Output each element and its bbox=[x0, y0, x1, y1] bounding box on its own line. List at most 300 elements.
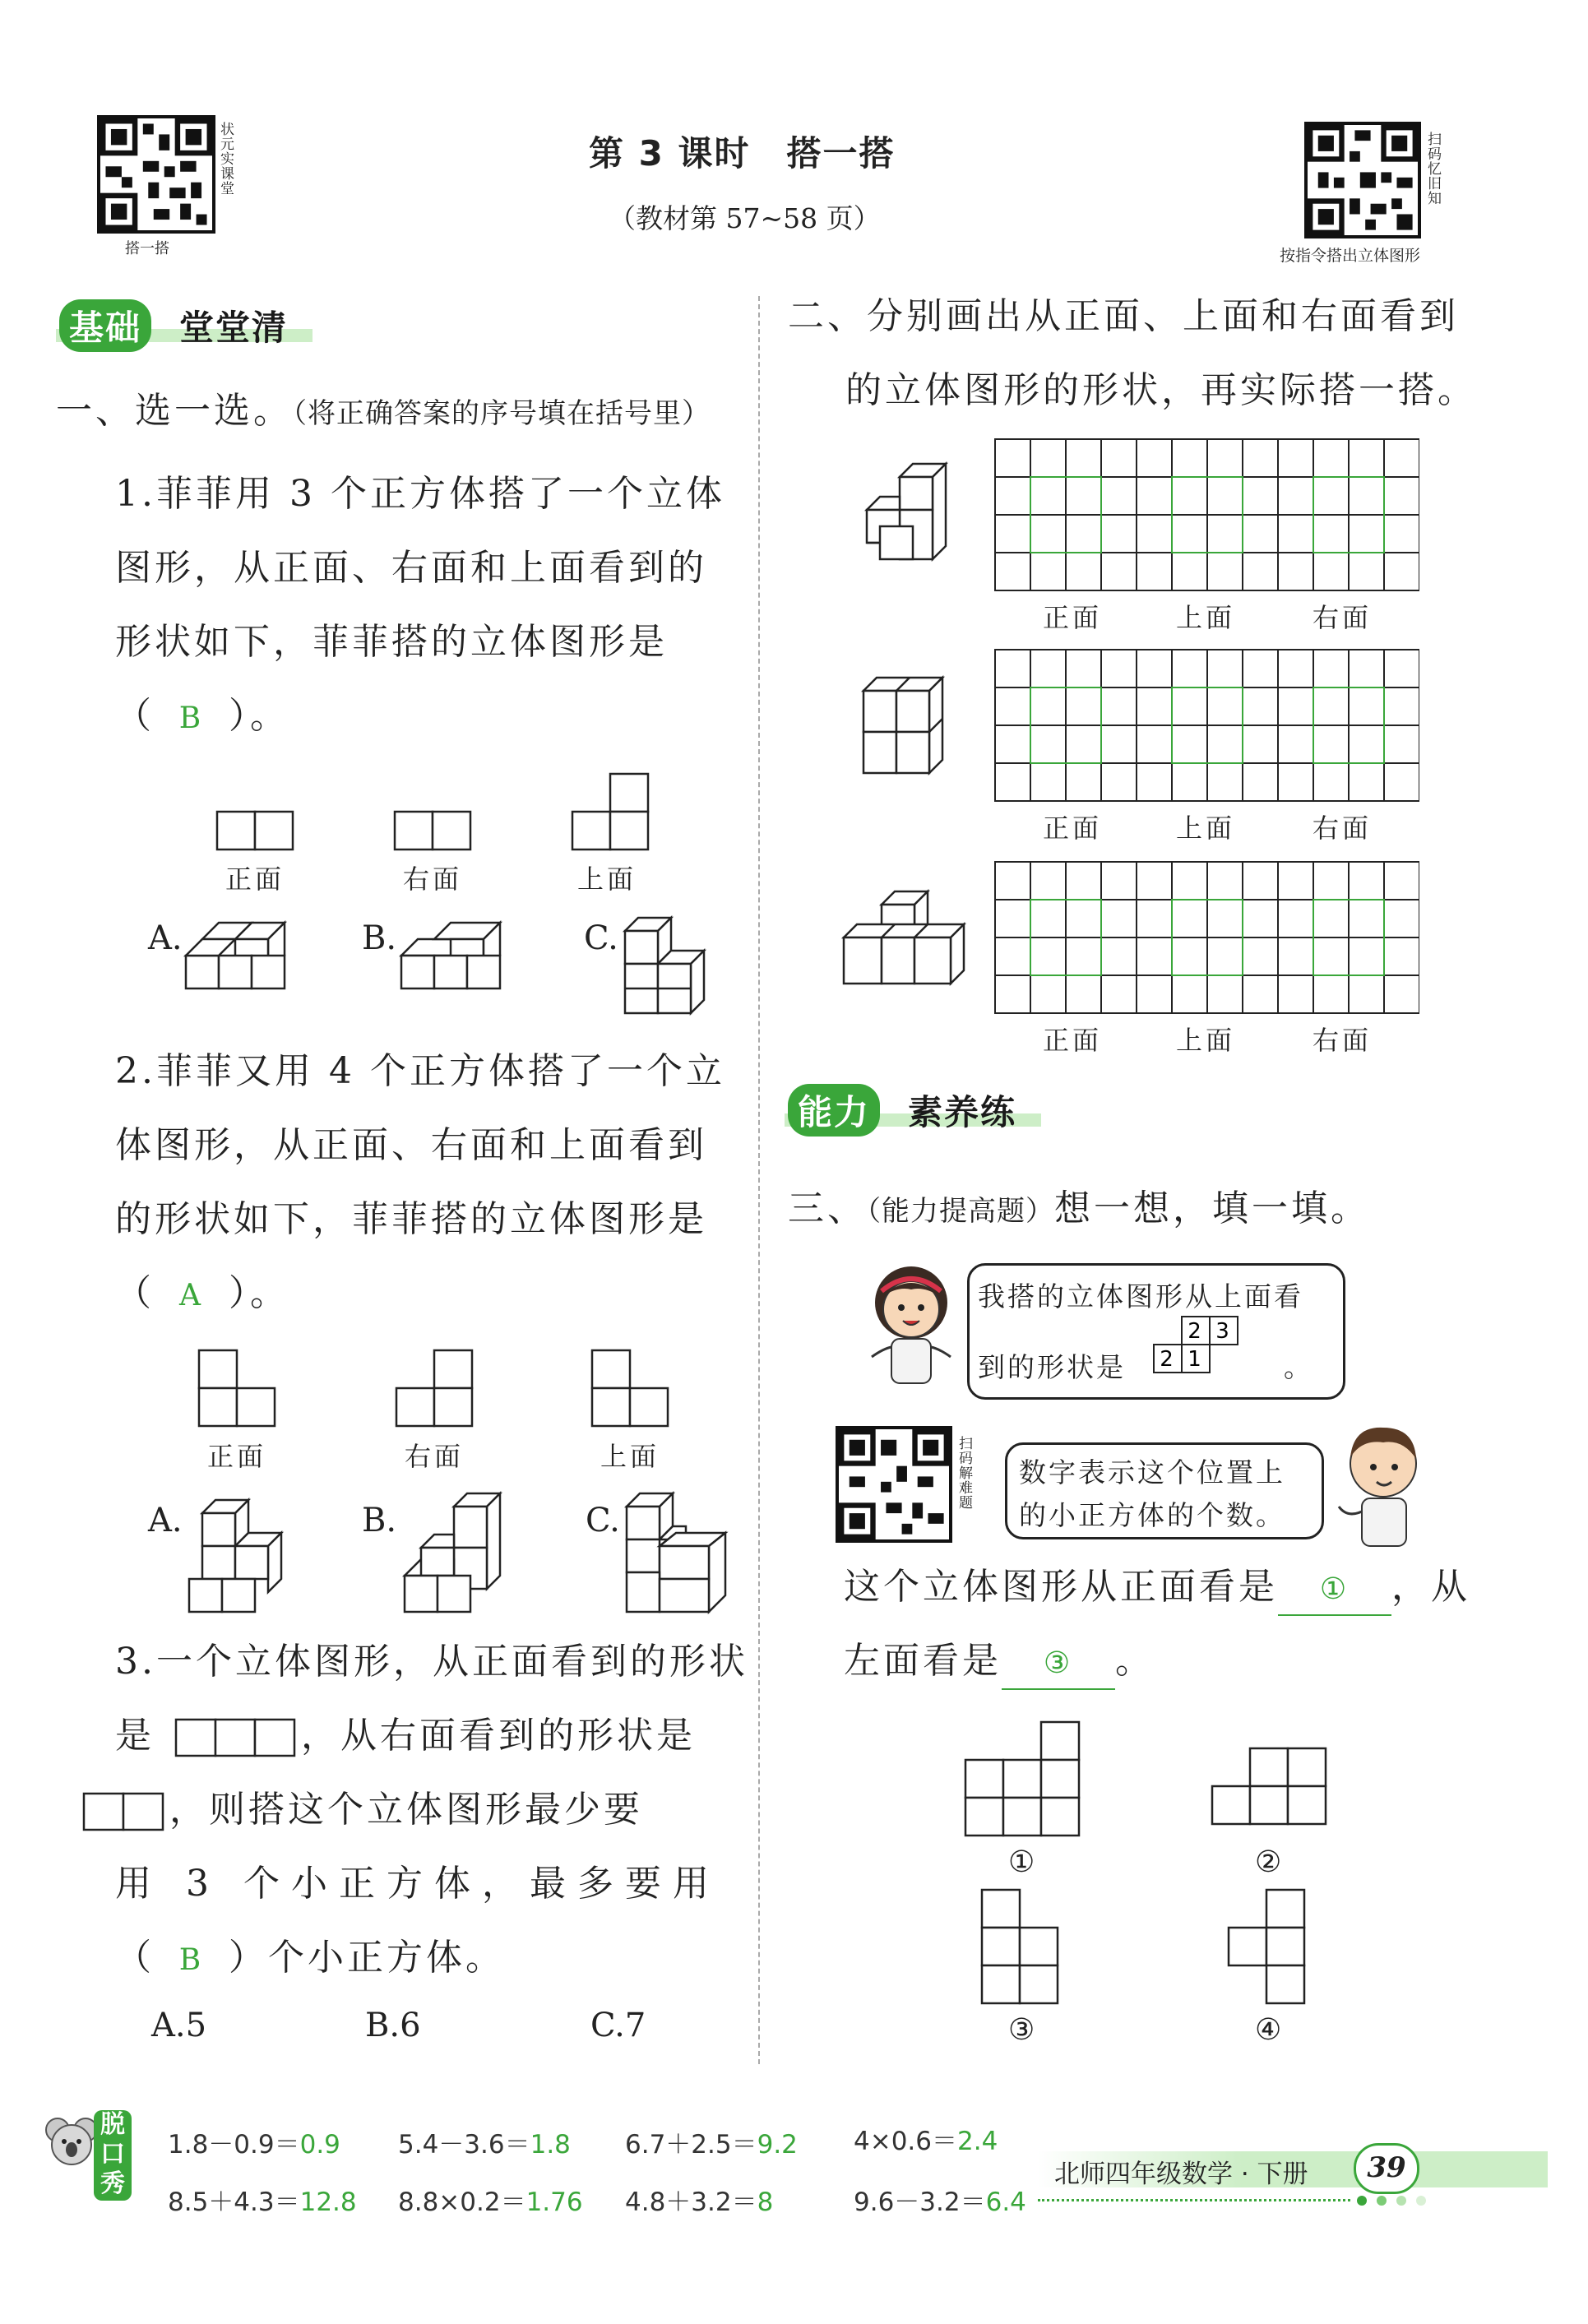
part3-option-label: ① bbox=[1008, 1845, 1035, 1879]
grid-cell[interactable] bbox=[1172, 975, 1207, 1013]
grid-cell[interactable] bbox=[1137, 900, 1172, 937]
grid-cell[interactable] bbox=[1349, 687, 1384, 725]
girl-speech-line: 我搭的立体图形从上面看 bbox=[978, 1280, 1303, 1312]
q1-view-label: 上面 bbox=[577, 863, 637, 895]
grid-cell[interactable] bbox=[1313, 900, 1349, 937]
section-badge: 能力 bbox=[788, 1084, 880, 1137]
q2-view-right bbox=[395, 1349, 477, 1429]
mental-answer: 2.4 bbox=[957, 2127, 998, 2156]
part3-heading bbox=[788, 1184, 1370, 1236]
page-title: 第 3 课时 搭一搭 bbox=[589, 133, 896, 174]
grid-cell[interactable] bbox=[995, 725, 1030, 763]
mental-math-badge bbox=[94, 2110, 132, 2201]
grid-cell[interactable] bbox=[1101, 477, 1137, 515]
grid-cell[interactable] bbox=[1066, 937, 1101, 975]
part3-fill-2 bbox=[844, 1637, 1155, 1690]
part3-option-2[interactable] bbox=[1209, 1747, 1331, 1829]
fill-text: 左面看是 bbox=[844, 1640, 1002, 1682]
grid-cell[interactable] bbox=[1137, 975, 1172, 1013]
part3-option-label: ② bbox=[1255, 1845, 1282, 1879]
badge-char: 脱 bbox=[100, 2110, 125, 2139]
grid-cell[interactable] bbox=[1384, 937, 1419, 975]
grid-cell[interactable] bbox=[995, 687, 1030, 725]
grid-cell[interactable] bbox=[1384, 515, 1419, 553]
grid-cell[interactable] bbox=[1030, 515, 1066, 553]
top-view-number-grid bbox=[1152, 1315, 1241, 1394]
section-ability bbox=[785, 1084, 1041, 1132]
q1-option-b-figure[interactable] bbox=[398, 916, 513, 995]
q1-option-label: A. bbox=[148, 919, 183, 957]
grid-cell[interactable] bbox=[1030, 763, 1066, 801]
grid-cell[interactable] bbox=[995, 650, 1030, 687]
grid-cell[interactable] bbox=[1030, 862, 1066, 900]
grid-cell[interactable] bbox=[1384, 477, 1419, 515]
grid-cell[interactable] bbox=[1207, 477, 1243, 515]
part1-heading-text: 一、选一选。 bbox=[56, 390, 293, 432]
part2-label-right: 右面 bbox=[1313, 1025, 1373, 1056]
grid-cell[interactable] bbox=[1207, 650, 1243, 687]
q3-line: 用 3 个小正方体，最多要用 bbox=[115, 1863, 720, 1905]
grid-cell[interactable] bbox=[1278, 763, 1313, 801]
grid-cell[interactable] bbox=[1278, 862, 1313, 900]
grid-cell[interactable] bbox=[1030, 439, 1066, 477]
grid-cell[interactable] bbox=[1384, 687, 1419, 725]
q3-text-fragment: 是 bbox=[115, 1715, 155, 1757]
top-view-number: 2 bbox=[1160, 1347, 1176, 1372]
grid-cell[interactable] bbox=[1066, 975, 1101, 1013]
mental-item bbox=[398, 2123, 571, 2160]
mental-item bbox=[625, 2181, 773, 2218]
grid-cell[interactable] bbox=[1384, 439, 1419, 477]
q1-option-label: C. bbox=[584, 919, 618, 957]
part3-option-1[interactable] bbox=[962, 1720, 1084, 1842]
grid-cell[interactable] bbox=[1172, 477, 1207, 515]
q2-option-label: B. bbox=[362, 1502, 397, 1539]
grid-cell[interactable] bbox=[1172, 763, 1207, 801]
right-qr-code[interactable] bbox=[1304, 122, 1421, 238]
grid-cell[interactable] bbox=[1137, 515, 1172, 553]
grid-cell[interactable] bbox=[1101, 725, 1137, 763]
qr-pattern bbox=[839, 1429, 949, 1539]
grid-cell[interactable] bbox=[995, 862, 1030, 900]
grid-cell[interactable] bbox=[1313, 687, 1349, 725]
grid-cell[interactable] bbox=[1030, 900, 1066, 937]
grid-cell[interactable] bbox=[1313, 763, 1349, 801]
page-subtitle: （教材第 57~58 页） bbox=[609, 202, 881, 234]
q1-view-top bbox=[571, 772, 653, 853]
grid-cell[interactable] bbox=[995, 439, 1030, 477]
grid-cell[interactable] bbox=[1030, 725, 1066, 763]
grid-cell[interactable] bbox=[1278, 900, 1313, 937]
mental-answer: 8 bbox=[757, 2187, 774, 2217]
q2-view-label: 右面 bbox=[405, 1441, 465, 1472]
grid-cell[interactable] bbox=[1349, 515, 1384, 553]
q2-view-label: 上面 bbox=[600, 1441, 660, 1472]
grid-cell[interactable] bbox=[1101, 975, 1137, 1013]
q3-front-shape bbox=[174, 1718, 296, 1759]
grid-cell[interactable] bbox=[1384, 553, 1419, 590]
part3-option-label: ③ bbox=[1008, 2013, 1035, 2047]
grid-cell[interactable] bbox=[1243, 725, 1278, 763]
mental-item bbox=[625, 2123, 798, 2160]
part2-solid-2 bbox=[860, 674, 967, 781]
q3-text bbox=[115, 1625, 757, 1998]
q2-option-a-figure[interactable] bbox=[186, 1497, 309, 1620]
part1-note: （将正确答案的序号填在括号里） bbox=[293, 397, 711, 430]
right-qr-label: 按指令搭出立体图形 bbox=[1280, 247, 1421, 265]
q2-line: 的形状如下，菲菲搭的立体图形是 bbox=[115, 1198, 707, 1240]
q3-choice[interactable]: B.6 bbox=[365, 2007, 421, 2044]
q3-line: 3.一个立体图形，从正面看到的形状 bbox=[115, 1641, 748, 1683]
footer-book-title: 北师四年级数学 · 下册 bbox=[1054, 2160, 1308, 2189]
part2-solid-3 bbox=[840, 888, 980, 995]
grid-cell[interactable] bbox=[1172, 862, 1207, 900]
grid-cell[interactable] bbox=[1313, 937, 1349, 975]
hint-qr-code[interactable] bbox=[836, 1426, 952, 1543]
mental-answer: 12.8 bbox=[299, 2187, 357, 2217]
grid-cell[interactable] bbox=[1172, 900, 1207, 937]
grid-cell[interactable] bbox=[995, 477, 1030, 515]
grid-cell[interactable] bbox=[1384, 763, 1419, 801]
part2-solid-1 bbox=[863, 461, 962, 576]
q2-answer-line bbox=[115, 1257, 757, 1333]
mental-question: 1.8－0.9＝ bbox=[168, 2130, 300, 2160]
q2-option-c-figure[interactable] bbox=[623, 1490, 738, 1622]
q1-view-label: 正面 bbox=[225, 863, 285, 895]
grid-cell[interactable] bbox=[1172, 650, 1207, 687]
q3-answer[interactable]: B bbox=[178, 1943, 205, 1977]
top-view-number: 3 bbox=[1215, 1319, 1232, 1344]
grid-cell[interactable] bbox=[1101, 687, 1137, 725]
grid-cell[interactable] bbox=[1349, 763, 1384, 801]
grid-cell[interactable] bbox=[1349, 725, 1384, 763]
paren-open: （ bbox=[115, 1272, 155, 1314]
q1-answer[interactable]: B bbox=[178, 701, 205, 735]
part2-label-right: 右面 bbox=[1313, 602, 1373, 633]
mental-answer: 1.8 bbox=[530, 2130, 571, 2160]
grid-cell[interactable] bbox=[1066, 477, 1101, 515]
grid-cell[interactable] bbox=[1137, 862, 1172, 900]
qr-pattern bbox=[100, 118, 212, 230]
grid-cell[interactable] bbox=[1313, 975, 1349, 1013]
grid-cell[interactable] bbox=[1172, 553, 1207, 590]
grid-cell[interactable] bbox=[1384, 725, 1419, 763]
grid-cell[interactable] bbox=[1243, 439, 1278, 477]
q1-option-a-figure[interactable] bbox=[183, 916, 289, 995]
paren-open: （ bbox=[115, 1937, 155, 1979]
part2-label-top: 上面 bbox=[1176, 602, 1236, 633]
grid-cell[interactable] bbox=[1066, 725, 1101, 763]
grid-cell[interactable] bbox=[1384, 650, 1419, 687]
grid-cell[interactable] bbox=[1207, 515, 1243, 553]
mental-question: 8.8×0.2＝ bbox=[398, 2187, 526, 2217]
boy-speech-line: 数字表示这个位置上 bbox=[1019, 1456, 1285, 1488]
grid-cell[interactable] bbox=[1066, 900, 1101, 937]
grid-cell[interactable] bbox=[1137, 937, 1172, 975]
grid-cell[interactable] bbox=[1384, 975, 1419, 1013]
grid-cell[interactable] bbox=[1030, 553, 1066, 590]
grid-cell[interactable] bbox=[1313, 477, 1349, 515]
part3-option-label: ④ bbox=[1255, 2013, 1282, 2047]
q1-view-right bbox=[393, 810, 475, 853]
grid-cell[interactable] bbox=[1349, 862, 1384, 900]
part2-label-right: 右面 bbox=[1313, 812, 1373, 844]
grid-cell[interactable] bbox=[1349, 650, 1384, 687]
grid-cell[interactable] bbox=[1137, 763, 1172, 801]
grid-cell[interactable] bbox=[1030, 937, 1066, 975]
grid-cell[interactable] bbox=[1101, 862, 1137, 900]
grid-cell[interactable] bbox=[1101, 650, 1137, 687]
page-number bbox=[1354, 2143, 1419, 2194]
left-qr-label: 搭一搭 bbox=[125, 240, 169, 257]
mental-answer: 1.76 bbox=[525, 2187, 583, 2217]
grid-cell[interactable] bbox=[1172, 515, 1207, 553]
grid-cell[interactable] bbox=[1243, 687, 1278, 725]
mental-answer: 0.9 bbox=[299, 2130, 340, 2160]
mental-item bbox=[398, 2181, 583, 2218]
grid-cell[interactable] bbox=[1207, 937, 1243, 975]
section-badge: 基础 bbox=[59, 299, 151, 352]
fill1-answer[interactable]: ① bbox=[1278, 1565, 1391, 1616]
grid-cell[interactable] bbox=[1137, 477, 1172, 515]
grid-cell[interactable] bbox=[1243, 900, 1278, 937]
grid-cell[interactable] bbox=[1101, 763, 1137, 801]
badge-char: 秀 bbox=[100, 2169, 125, 2198]
mental-item bbox=[854, 2181, 1026, 2218]
grid-cell[interactable] bbox=[1101, 937, 1137, 975]
grid-cell[interactable] bbox=[1349, 975, 1384, 1013]
part3-tag: （能力提高题） bbox=[867, 1195, 1054, 1228]
part2-line: 的立体图形的形状，再实际搭一搭。 bbox=[845, 369, 1477, 411]
fill-text: 这个立体图形从正面看是 bbox=[844, 1566, 1278, 1608]
grid-cell[interactable] bbox=[1207, 763, 1243, 801]
grid-cell[interactable] bbox=[1243, 650, 1278, 687]
grid-cell[interactable] bbox=[1278, 687, 1313, 725]
grid-cell[interactable] bbox=[1349, 477, 1384, 515]
girl-speech-line: 到的形状是 bbox=[978, 1351, 1126, 1383]
q2-view-top bbox=[590, 1349, 673, 1429]
hint-qr-caption: 扫码解难题 bbox=[956, 1436, 972, 1510]
grid-cell[interactable] bbox=[1101, 515, 1137, 553]
koala-mascot-icon bbox=[43, 2112, 100, 2178]
right-qr-caption: 扫码忆旧知 bbox=[1424, 132, 1441, 206]
grid-cell[interactable] bbox=[1030, 687, 1066, 725]
q2-text bbox=[115, 1035, 757, 1333]
grid-cell[interactable] bbox=[1313, 725, 1349, 763]
grid-cell[interactable] bbox=[1207, 687, 1243, 725]
grid-cell[interactable] bbox=[995, 975, 1030, 1013]
grid-cell[interactable] bbox=[1384, 862, 1419, 900]
grid-cell[interactable] bbox=[1066, 862, 1101, 900]
left-qr-code[interactable] bbox=[97, 115, 215, 234]
footer-dotted-rule bbox=[1038, 2199, 1350, 2201]
grid-cell[interactable] bbox=[1243, 515, 1278, 553]
grid-cell[interactable] bbox=[1243, 937, 1278, 975]
q1-option-label: B. bbox=[362, 919, 397, 957]
section-basic bbox=[56, 299, 313, 348]
grid-cell[interactable] bbox=[1172, 439, 1207, 477]
top-view-number: 2 bbox=[1188, 1319, 1204, 1344]
grid-cell[interactable] bbox=[1243, 862, 1278, 900]
grid-cell[interactable] bbox=[1066, 553, 1101, 590]
grid-cell[interactable] bbox=[1137, 553, 1172, 590]
part2-grid-3[interactable] bbox=[992, 859, 1419, 1020]
grid-cell[interactable] bbox=[995, 553, 1030, 590]
grid-cell[interactable] bbox=[1278, 477, 1313, 515]
q2-answer[interactable]: A bbox=[179, 1279, 204, 1312]
grid-cell[interactable] bbox=[1101, 439, 1137, 477]
grid-cell[interactable] bbox=[1207, 553, 1243, 590]
q1-text bbox=[115, 457, 757, 756]
q3-choice[interactable]: A.5 bbox=[151, 2007, 207, 2044]
grid-cell[interactable] bbox=[995, 763, 1030, 801]
grid-cell[interactable] bbox=[1313, 553, 1349, 590]
qr-pattern bbox=[1308, 125, 1418, 235]
grid-cell[interactable] bbox=[1349, 900, 1384, 937]
column-divider bbox=[758, 296, 760, 2064]
mental-question: 5.4－3.6＝ bbox=[398, 2130, 530, 2160]
grid-cell[interactable] bbox=[1137, 687, 1172, 725]
mental-question: 9.6－3.2＝ bbox=[854, 2187, 986, 2217]
part2-grid-2[interactable] bbox=[992, 646, 1419, 808]
part2-label-front: 正面 bbox=[1043, 812, 1103, 844]
section-title: 堂堂清 bbox=[179, 308, 289, 348]
grid-cell[interactable] bbox=[1278, 725, 1313, 763]
grid-cell[interactable] bbox=[1243, 553, 1278, 590]
q3-text-fragment: ，从右面看到的形状是 bbox=[301, 1715, 696, 1757]
grid-cell[interactable] bbox=[1278, 937, 1313, 975]
grid-cell[interactable] bbox=[1030, 650, 1066, 687]
mental-question: 4×0.6＝ bbox=[854, 2127, 957, 2156]
part2-text bbox=[788, 280, 1561, 428]
grid-cell[interactable] bbox=[1278, 515, 1313, 553]
q2-option-label: A. bbox=[148, 1502, 183, 1539]
paren-close: ）个小正方体。 bbox=[229, 1937, 505, 1979]
paren-open: （ bbox=[115, 695, 155, 737]
grid-cell[interactable] bbox=[1066, 439, 1101, 477]
grid-cell[interactable] bbox=[1313, 515, 1349, 553]
badge-char: 口 bbox=[100, 2140, 125, 2169]
part3-heading-text: 想一想，填一填。 bbox=[1054, 1187, 1370, 1229]
grid-cell[interactable] bbox=[995, 900, 1030, 937]
q2-option-label: C. bbox=[586, 1502, 620, 1539]
boy-avatar bbox=[1329, 1414, 1436, 1554]
grid-cell[interactable] bbox=[1101, 553, 1137, 590]
fill2-answer[interactable]: ③ bbox=[1002, 1639, 1115, 1690]
grid-cell[interactable] bbox=[1278, 439, 1313, 477]
q2-view-front bbox=[197, 1349, 280, 1429]
mental-item bbox=[168, 2181, 357, 2218]
q2-line: 2.菲菲又用 4 个正方体搭了一个立 bbox=[115, 1050, 725, 1092]
q1-view-label: 右面 bbox=[403, 863, 463, 895]
q3-text-fragment: ，则搭这个立体图形最少要 bbox=[169, 1789, 643, 1831]
mental-question: 6.7＋2.5＝ bbox=[625, 2130, 757, 2160]
part2-grid-1[interactable] bbox=[992, 436, 1419, 597]
grid-cell[interactable] bbox=[1313, 650, 1349, 687]
boy-speech-bubble bbox=[1005, 1442, 1324, 1539]
mental-answer: 9.2 bbox=[757, 2130, 798, 2160]
grid-cell[interactable] bbox=[1101, 900, 1137, 937]
grid-cell[interactable] bbox=[1066, 650, 1101, 687]
grid-cell[interactable] bbox=[1172, 687, 1207, 725]
q3-right-shape bbox=[82, 1792, 164, 1833]
q1-line: 1.菲菲用 3 个正方体搭了一个立体 bbox=[115, 473, 725, 515]
grid-cell[interactable] bbox=[1278, 975, 1313, 1013]
grid-cell[interactable] bbox=[1243, 763, 1278, 801]
q1-line: 形状如下，菲菲搭的立体图形是 bbox=[115, 621, 668, 663]
part2-label-front: 正面 bbox=[1043, 1025, 1103, 1056]
part3-option-3[interactable] bbox=[979, 1888, 1061, 2010]
top-view-number: 1 bbox=[1188, 1347, 1204, 1372]
grid-cell[interactable] bbox=[1207, 862, 1243, 900]
q2-view-label: 正面 bbox=[207, 1441, 267, 1472]
grid-cell[interactable] bbox=[1349, 439, 1384, 477]
grid-cell[interactable] bbox=[1137, 439, 1172, 477]
grid-cell[interactable] bbox=[1278, 553, 1313, 590]
paren-close: ）。 bbox=[229, 1272, 289, 1314]
grid-cell[interactable] bbox=[1313, 439, 1349, 477]
fill-text: 。 bbox=[1115, 1640, 1155, 1682]
q2-option-b-figure[interactable] bbox=[401, 1490, 516, 1622]
grid-cell[interactable] bbox=[1030, 477, 1066, 515]
grid-cell[interactable] bbox=[1172, 725, 1207, 763]
part2-label-top: 上面 bbox=[1176, 812, 1236, 844]
footer-dots-icon bbox=[1354, 2191, 1452, 2211]
mental-question: 4.8＋3.2＝ bbox=[625, 2187, 757, 2217]
q3-line3 bbox=[82, 1773, 757, 1847]
part3-option-4[interactable] bbox=[1225, 1888, 1308, 2010]
q3-choice[interactable]: C.7 bbox=[590, 2007, 646, 2044]
grid-cell[interactable] bbox=[995, 937, 1030, 975]
q3-answer-line bbox=[115, 1921, 757, 1998]
q3-line2 bbox=[115, 1699, 757, 1773]
part2-label-top: 上面 bbox=[1176, 1025, 1236, 1056]
fill-text: ，从 bbox=[1391, 1566, 1470, 1608]
grid-cell[interactable] bbox=[1313, 862, 1349, 900]
grid-cell[interactable] bbox=[1137, 725, 1172, 763]
q2-line: 体图形，从正面、右面和上面看到 bbox=[115, 1124, 707, 1166]
grid-cell[interactable] bbox=[1207, 975, 1243, 1013]
grid-cell[interactable] bbox=[995, 515, 1030, 553]
girl-speech-end: 。 bbox=[1284, 1351, 1313, 1383]
mental-item bbox=[854, 2120, 998, 2157]
q1-option-c-figure[interactable] bbox=[622, 914, 729, 1020]
grid-cell[interactable] bbox=[1207, 439, 1243, 477]
grid-cell[interactable] bbox=[1243, 975, 1278, 1013]
page-number-text: 39 bbox=[1367, 2151, 1406, 2184]
grid-cell[interactable] bbox=[1207, 900, 1243, 937]
part3-heading-num: 三、 bbox=[788, 1187, 867, 1229]
grid-cell[interactable] bbox=[1349, 937, 1384, 975]
grid-cell[interactable] bbox=[1030, 975, 1066, 1013]
grid-cell[interactable] bbox=[1278, 650, 1313, 687]
grid-cell[interactable] bbox=[1172, 937, 1207, 975]
mental-question: 8.5＋4.3＝ bbox=[168, 2187, 300, 2217]
grid-cell[interactable] bbox=[1066, 687, 1101, 725]
grid-cell[interactable] bbox=[1137, 650, 1172, 687]
grid-cell[interactable] bbox=[1066, 515, 1101, 553]
boy-speech-line: 的小正方体的个数。 bbox=[1019, 1499, 1285, 1531]
grid-cell[interactable] bbox=[1349, 553, 1384, 590]
grid-cell[interactable] bbox=[1207, 725, 1243, 763]
grid-cell[interactable] bbox=[1384, 900, 1419, 937]
q1-answer-line bbox=[115, 679, 757, 756]
grid-cell[interactable] bbox=[1243, 477, 1278, 515]
grid-cell[interactable] bbox=[1066, 763, 1101, 801]
q1-view-front bbox=[215, 810, 298, 853]
section-title: 素养练 bbox=[908, 1092, 1017, 1132]
part1-heading bbox=[56, 387, 711, 438]
